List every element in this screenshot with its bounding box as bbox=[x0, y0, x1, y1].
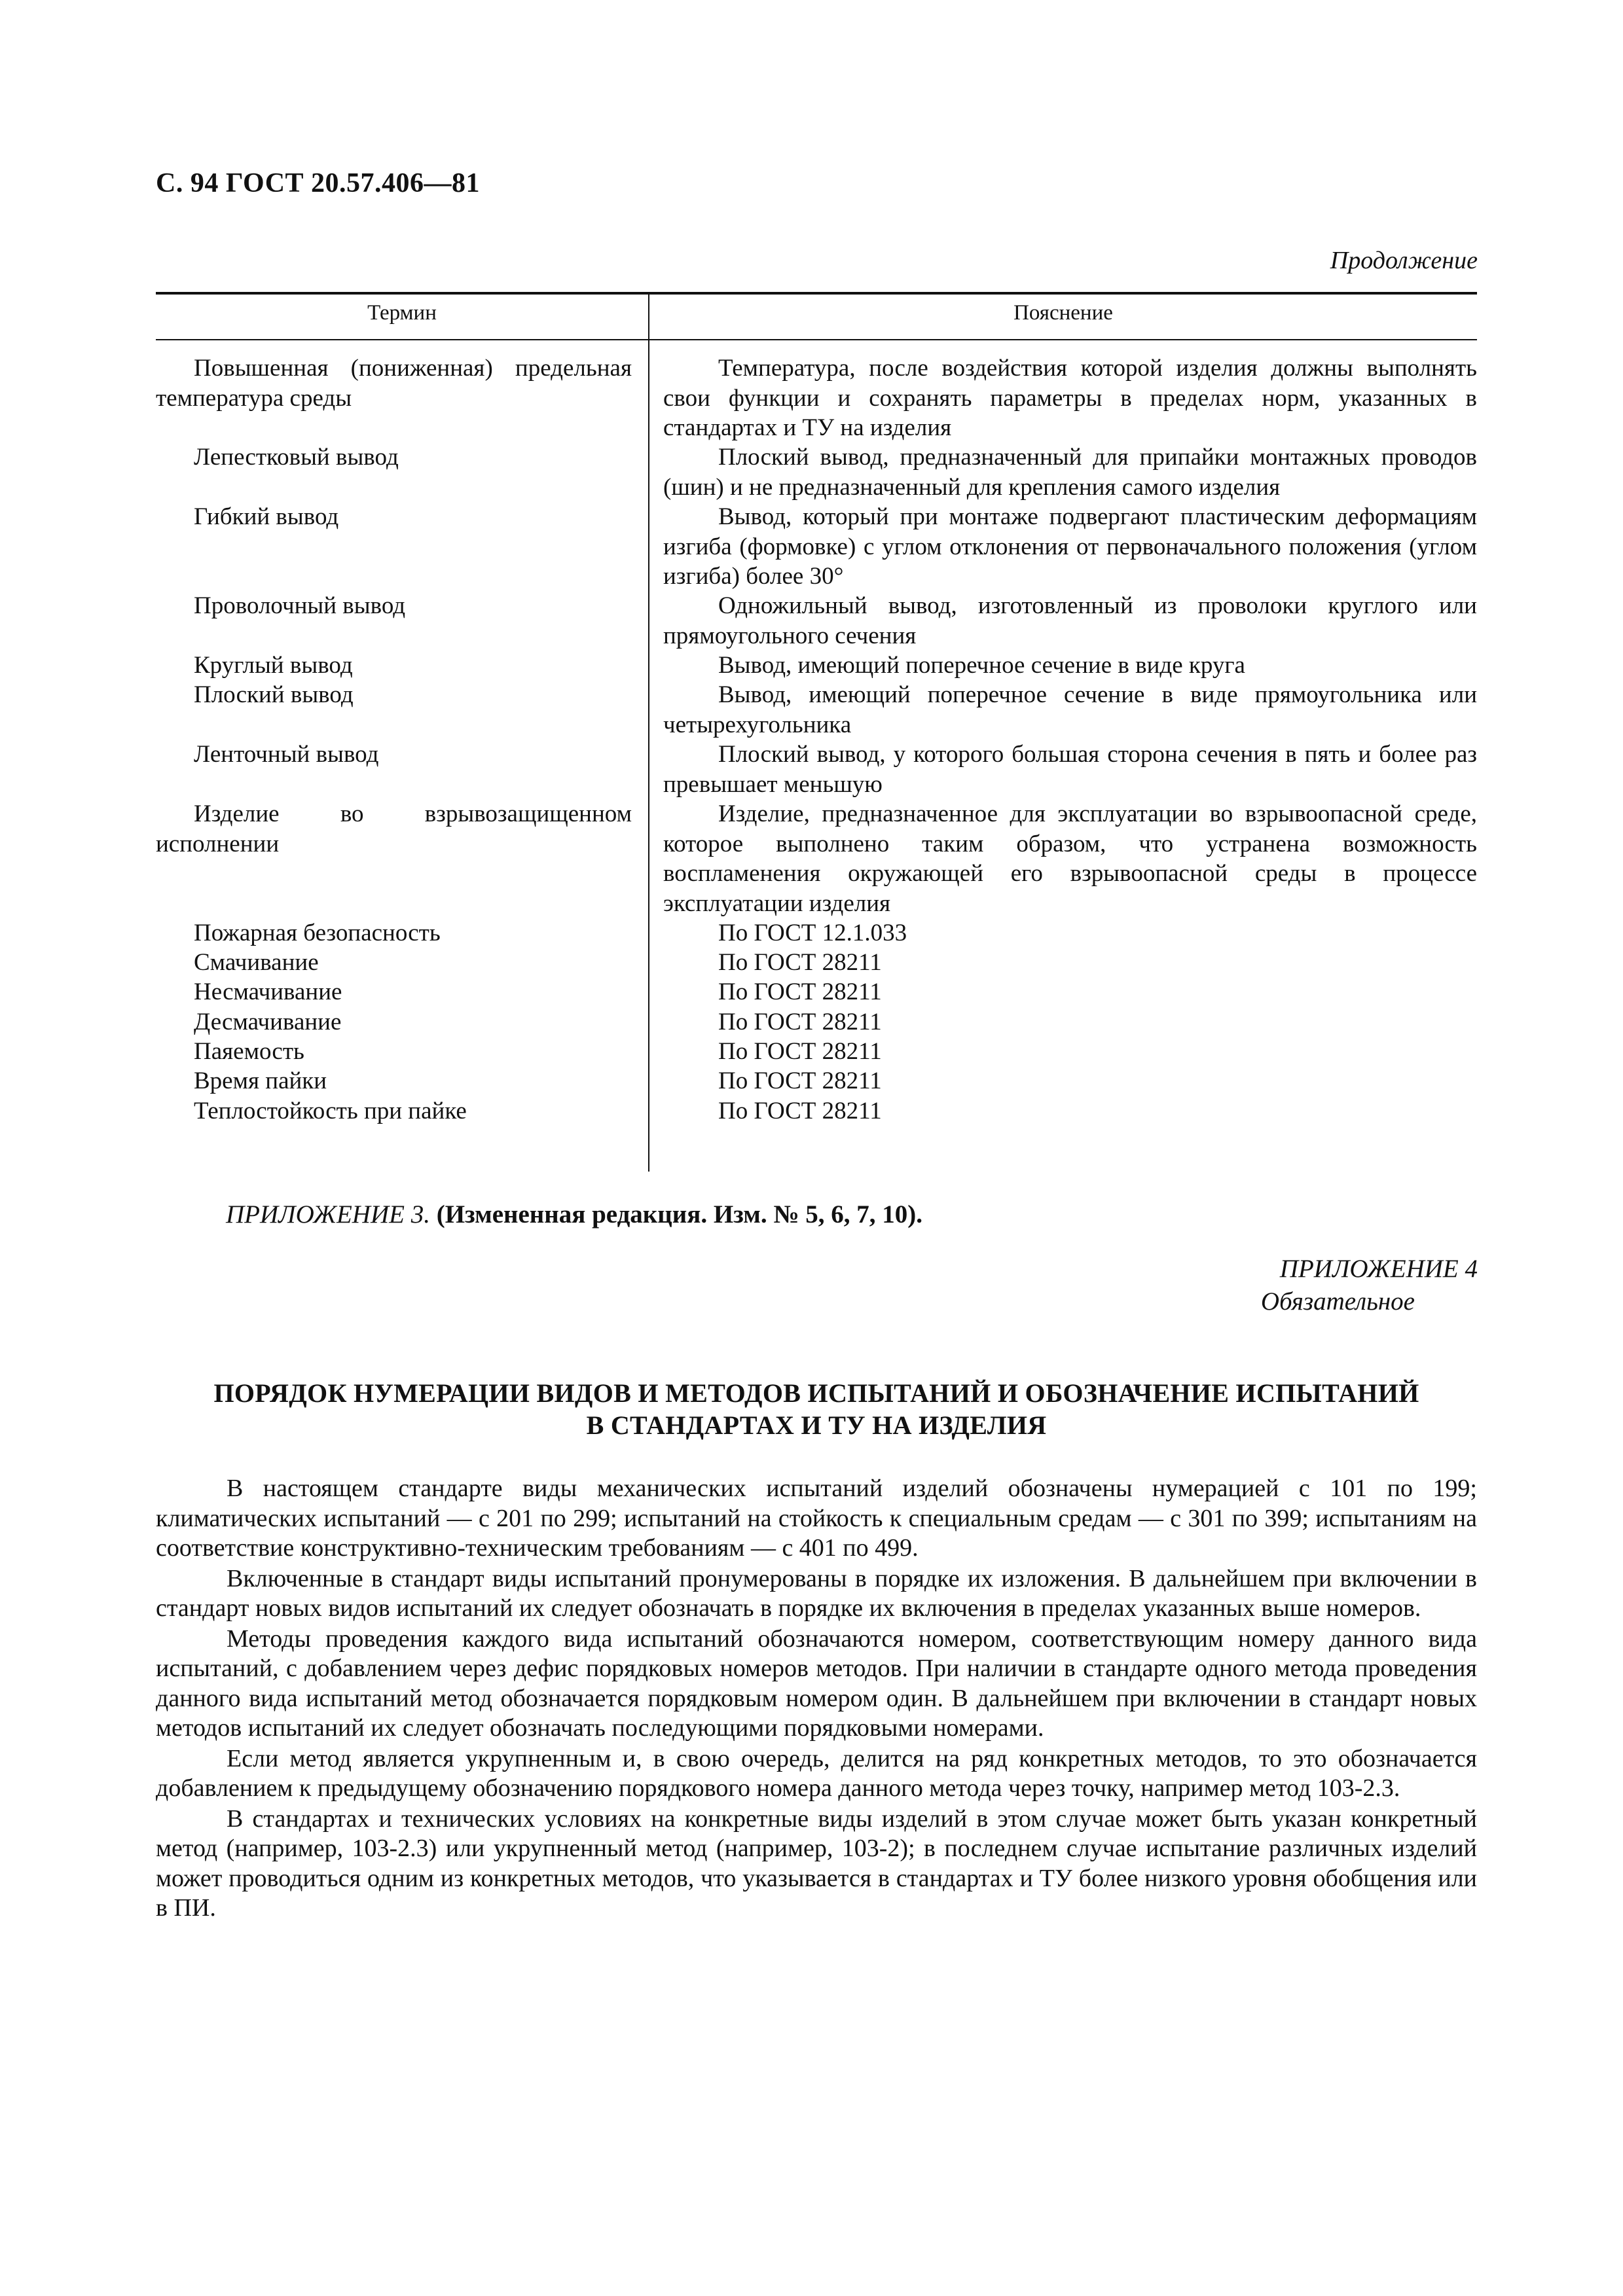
term-cell: Время пайки bbox=[194, 1067, 327, 1094]
paragraph: Включенные в стандарт виды испытаний пронумерованы в порядке их изложения. В дальнейшем при включении в стандарт новых видов испытаний их следует обозначать в порядке их включения в пределах указанных выше номеров. bbox=[156, 1564, 1477, 1622]
explanation-cell: Изделие, предназначенное для эксплуатации во взрывоопасной среде, которое выполнено таким образом, что устранена возможность воспламенения окружающей его взрывоопасной среды в процессе эксплуатации изделия bbox=[663, 800, 1477, 917]
explanation-cell: По ГОСТ 28211 bbox=[718, 1098, 882, 1124]
explanation-cell: По ГОСТ 28211 bbox=[718, 949, 882, 976]
explanation-cell: Вывод, который при монтаже подвергают пластическим деформациям изгиба (формовке) с углом отклонения от первоначального положения (углом изгиба) более 30° bbox=[663, 503, 1477, 590]
explanation-cell: Вывод, имеющий поперечное сечение в виде круга bbox=[718, 652, 1245, 679]
term-cell: Повышенная (пониженная) предельная температура среды bbox=[156, 355, 632, 412]
body-text bbox=[156, 1474, 1477, 1924]
note-label: ПРИЛОЖЕНИЕ 3. bbox=[226, 1200, 430, 1229]
explanation-cell: По ГОСТ 28211 bbox=[718, 1067, 882, 1094]
appendix-label: ПРИЛОЖЕНИЕ 4 bbox=[1279, 1255, 1478, 1283]
paragraph: Методы проведения каждого вида испытаний обозначаются номером, соответствующим номеру данного вида испытаний, с добавлением через дефис порядковых номеров методов. При наличии в стандарте одного метода проведения данного вида испытаний метод обозначается порядковым номером один. В дальнейшем при включении в стандарт новых методов испытаний их следует обозначать последующими порядковыми номерами. bbox=[156, 1624, 1477, 1742]
terms-table bbox=[156, 292, 1477, 1172]
table-top-rule bbox=[156, 292, 1477, 295]
table-header-rule bbox=[156, 339, 1477, 340]
section-title bbox=[156, 1377, 1477, 1441]
note-text: (Измененная редакция. Изм. № 5, 6, 7, 10). bbox=[436, 1200, 923, 1229]
appendix-status: Обязательное bbox=[1260, 1287, 1415, 1316]
explanation-cell: По ГОСТ 28211 bbox=[718, 1038, 882, 1065]
paragraph: Если метод является укрупненным и, в свою очередь, делится на ряд конкретных методов, то это обозначается добавлением к предыдущему обозначению порядкового номера данного метода через точку, например метод 103-2.3. bbox=[156, 1744, 1477, 1802]
explanation-cell: По ГОСТ 28211 bbox=[718, 978, 882, 1005]
column-header-term: Термин bbox=[367, 301, 437, 325]
term-cell: Теплостойкость при пайке bbox=[194, 1098, 467, 1124]
term-cell: Паяемость bbox=[194, 1038, 304, 1065]
term-cell: Лепестковый вывод bbox=[194, 444, 399, 471]
term-cell: Плоский вывод bbox=[194, 681, 354, 708]
term-cell: Изделие во взрывозащищенном исполнении bbox=[156, 800, 632, 857]
paragraph: В настоящем стандарте виды механических испытаний изделий обозначены нумерацией с 101 по 199; климатических испытаний — с 201 по 299; испытаний на стойкость к специальным средам — с 301 по 399; испытаниям на соответствие конструктивно-техническим требованиям — с 401 по 499. bbox=[156, 1475, 1477, 1562]
term-cell: Пожарная безопасность bbox=[194, 920, 441, 946]
explanation-cell: По ГОСТ 28211 bbox=[718, 1009, 882, 1035]
explanation-cell: Вывод, имеющий поперечное сечение в виде прямоугольника или четырехугольника bbox=[663, 681, 1477, 738]
explanation-cell: Температура, после воздействия которой изделия должны выполнять свои функции и сохранять параметры в пределах норм, указанных в стандартах и ТУ на изделия bbox=[663, 355, 1477, 441]
term-cell: Гибкий вывод bbox=[194, 503, 339, 530]
term-cell: Десмачивание bbox=[194, 1009, 342, 1035]
change-note bbox=[226, 1200, 922, 1229]
explanation-cell: По ГОСТ 12.1.033 bbox=[718, 920, 907, 946]
explanation-cell: Одножильный вывод, изготовленный из проволоки круглого или прямоугольного сечения bbox=[663, 592, 1477, 649]
term-cell: Проволочный вывод bbox=[194, 592, 406, 619]
explanation-cell: Плоский вывод, у которого большая сторона сечения в пять и более раз превышает меньшую bbox=[663, 741, 1477, 798]
section-title-line: В СТАНДАРТАХ И ТУ НА ИЗДЕЛИЯ bbox=[586, 1410, 1047, 1440]
term-cell: Несмачивание bbox=[194, 978, 342, 1005]
column-header-explanation: Пояснение bbox=[1013, 301, 1113, 325]
term-cell: Круглый вывод bbox=[194, 652, 353, 679]
running-head: С. 94 ГОСТ 20.57.406—81 bbox=[156, 168, 481, 198]
section-title-line: ПОРЯДОК НУМЕРАЦИИ ВИДОВ И МЕТОДОВ ИСПЫТАНИЙ И ОБОЗНАЧЕНИЕ ИСПЫТАНИЙ bbox=[213, 1378, 1419, 1408]
term-cell: Ленточный вывод bbox=[194, 741, 379, 768]
continuation-label: Продолжение bbox=[1330, 247, 1478, 274]
table-column-divider bbox=[648, 292, 649, 1172]
explanation-cell: Плоский вывод, предназначенный для припайки монтажных проводов (шин) и не предназначенный для крепления самого изделия bbox=[663, 444, 1477, 501]
appendix-heading bbox=[1261, 1253, 1478, 1318]
paragraph: В стандартах и технических условиях на конкретные виды изделий в этом случае может быть указан конкретный метод (например, 103-2.3) или укрупненный метод (например, 103-2); в последнем случае испытание различных изделий может проводиться одним из конкретных методов, что указывается в стандартах и ТУ более низкого уровня обобщения или в ПИ. bbox=[156, 1804, 1477, 1922]
term-cell: Смачивание bbox=[194, 949, 319, 976]
